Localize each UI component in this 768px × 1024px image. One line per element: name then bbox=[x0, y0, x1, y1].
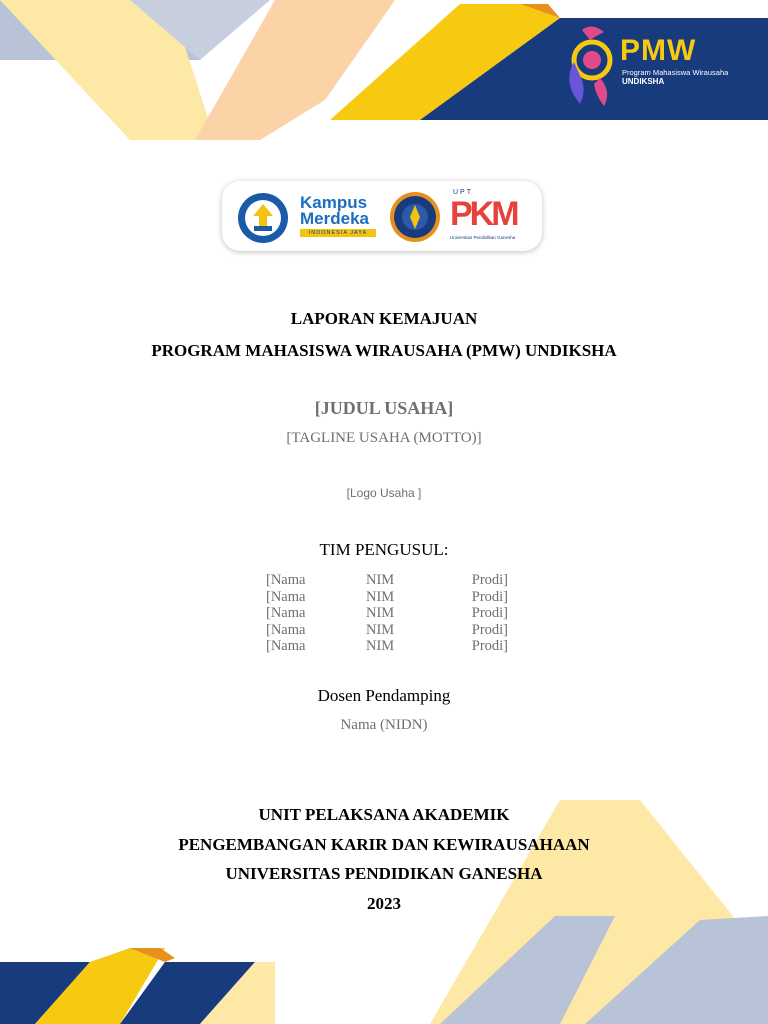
team-member-table bbox=[266, 572, 508, 655]
footer-department-line: PENGEMBANGAN KARIR DAN KEWIRAUSAHAAN bbox=[178, 835, 590, 854]
member-name: [Nama bbox=[266, 621, 306, 638]
kampus-merdeka-line2: Merdeka bbox=[300, 209, 369, 228]
business-tagline: [TAGLINE USAHA (MOTTO)] bbox=[286, 430, 482, 446]
member-prodi: Prodi] bbox=[471, 605, 508, 622]
member-name: [Nama bbox=[266, 588, 306, 605]
pmw-logo-text: PMW bbox=[620, 34, 697, 67]
member-prodi: Prodi] bbox=[471, 621, 508, 638]
advisor-name: Nama (NIDN) bbox=[340, 717, 428, 733]
team-heading: TIM PENGUSUL: bbox=[319, 540, 449, 559]
table-row bbox=[266, 638, 508, 655]
pmw-emblem-icon bbox=[552, 22, 622, 107]
pmw-logo-subtitle: Program Mahasiswa Wirausaha bbox=[622, 68, 729, 77]
member-nim: NIM bbox=[366, 621, 395, 638]
kampus-merdeka-tagline: INDONESIA JAYA bbox=[300, 229, 376, 237]
kampus-merdeka-logo bbox=[300, 193, 380, 239]
table-row bbox=[266, 622, 508, 639]
footer-university-line: UNIVERSITAS PENDIDIKAN GANESHA bbox=[225, 864, 543, 883]
member-nim: NIM bbox=[366, 638, 395, 655]
pkm-text: PKM bbox=[450, 195, 517, 233]
pmw-logo-org: UNDIKSHA bbox=[622, 77, 665, 86]
table-row bbox=[266, 589, 508, 606]
member-name: [Nama bbox=[266, 638, 306, 655]
member-nim: NIM bbox=[366, 605, 395, 622]
table-row bbox=[266, 572, 508, 589]
footer-unit-line: UNIT PELAKSANA AKADEMIK bbox=[258, 805, 510, 824]
member-prodi: Prodi] bbox=[471, 588, 508, 605]
member-nim: NIM bbox=[366, 588, 395, 605]
institution-logo-strip bbox=[222, 181, 542, 251]
pmw-logo bbox=[552, 22, 729, 107]
upt-label: UPT bbox=[453, 189, 473, 196]
member-name: [Nama bbox=[266, 572, 306, 588]
undiksha-seal-icon bbox=[388, 191, 442, 243]
advisor-heading: Dosen Pendamping bbox=[317, 686, 451, 705]
kampus-merdeka-line1: Kampus bbox=[300, 193, 368, 212]
upt-pkm-logo bbox=[450, 189, 532, 245]
footer-year: 2023 bbox=[367, 894, 401, 913]
report-title-line2: PROGRAM MAHASISWA WIRAUSAHA (PMW) UNDIKSHA bbox=[151, 341, 617, 360]
member-prodi: Prodi] bbox=[471, 572, 508, 588]
report-title-line1: LAPORAN KEMAJUAN bbox=[290, 309, 478, 328]
pkm-caption: Universitas Pendidikan Ganesha bbox=[450, 235, 516, 240]
tut-wuri-handayani-logo-icon bbox=[237, 192, 289, 244]
table-row bbox=[266, 605, 508, 622]
member-nim: NIM bbox=[366, 572, 395, 588]
member-prodi: Prodi] bbox=[471, 638, 508, 655]
business-title: [JUDUL USAHA] bbox=[314, 398, 454, 418]
member-name: [Nama bbox=[266, 605, 306, 622]
business-logo-placeholder: [Logo Usaha ] bbox=[346, 486, 422, 500]
